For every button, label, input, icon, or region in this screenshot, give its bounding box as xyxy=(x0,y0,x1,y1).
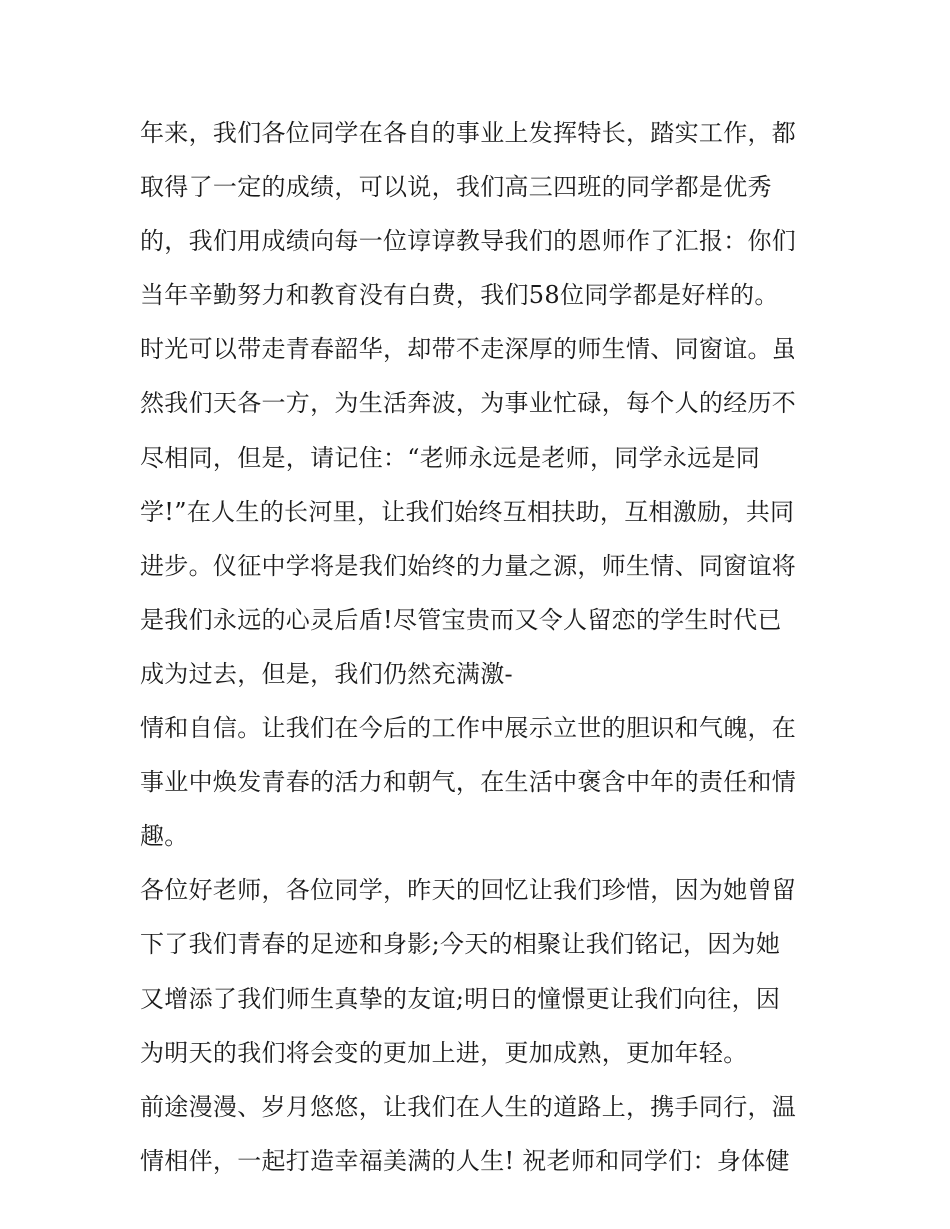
text-line: 是我们永远的心灵后盾!尽管宝贵而又令人留恋的学生时代已 xyxy=(140,605,782,634)
text-line: 前途漫漫、岁月悠悠，让我们在人生的道路上，携手同行，温 xyxy=(140,1092,797,1121)
document-body xyxy=(140,106,830,1188)
text-line: 学!”在人生的长河里，让我们始终互相扶助，互相激励，共同 xyxy=(140,497,795,526)
text-line: 事业中焕发青春的活力和朝气，在生活中褒含中年的责任和情 xyxy=(140,768,797,797)
text-line: 尽相同，但是，请记住：“老师永远是老师，同学永远是同 xyxy=(140,443,761,472)
text-line: 各位好老师，各位同学，昨天的回忆让我们珍惜，因为她曾留 xyxy=(140,876,797,905)
text-line: 的，我们用成绩向每一位谆谆教导我们的恩师作了汇报：你们 xyxy=(140,227,797,256)
text-line: 当年辛勤努力和教育没有白费，我们58位同学都是好样的。 xyxy=(140,281,779,310)
text-line: 下了我们青春的足迹和身影;今天的相聚让我们铭记，因为她 xyxy=(140,930,781,959)
text-line: 进步。仪征中学将是我们始终的力量之源，师生情、同窗谊将 xyxy=(140,551,797,580)
text-line: 时光可以带走青春韶华，却带不走深厚的师生情、同窗谊。虽 xyxy=(140,335,797,364)
text-line: 成为过去，但是，我们仍然充满激- xyxy=(140,659,513,688)
text-line: 情相伴，一起打造幸福美满的人生! 祝老师和同学们：身体健 xyxy=(140,1146,790,1175)
text-line: 趣。 xyxy=(140,822,189,851)
text-line: 为明天的我们将会变的更加上进，更加成熟，更加年轻。 xyxy=(140,1038,748,1067)
text-line: 取得了一定的成绩，可以说，我们高三四班的同学都是优秀 xyxy=(140,173,772,202)
text-line: 年来，我们各位同学在各自的事业上发挥特长，踏实工作，都 xyxy=(140,119,797,147)
text-line: 然我们天各一方，为生活奔波，为事业忙碌，每个人的经历不 xyxy=(140,389,797,418)
text-line: 又增添了我们师生真挚的友谊;明日的憧憬更让我们向往，因 xyxy=(140,984,781,1013)
text-line: 情和自信。让我们在今后的工作中展示立世的胆识和气魄，在 xyxy=(140,714,797,743)
